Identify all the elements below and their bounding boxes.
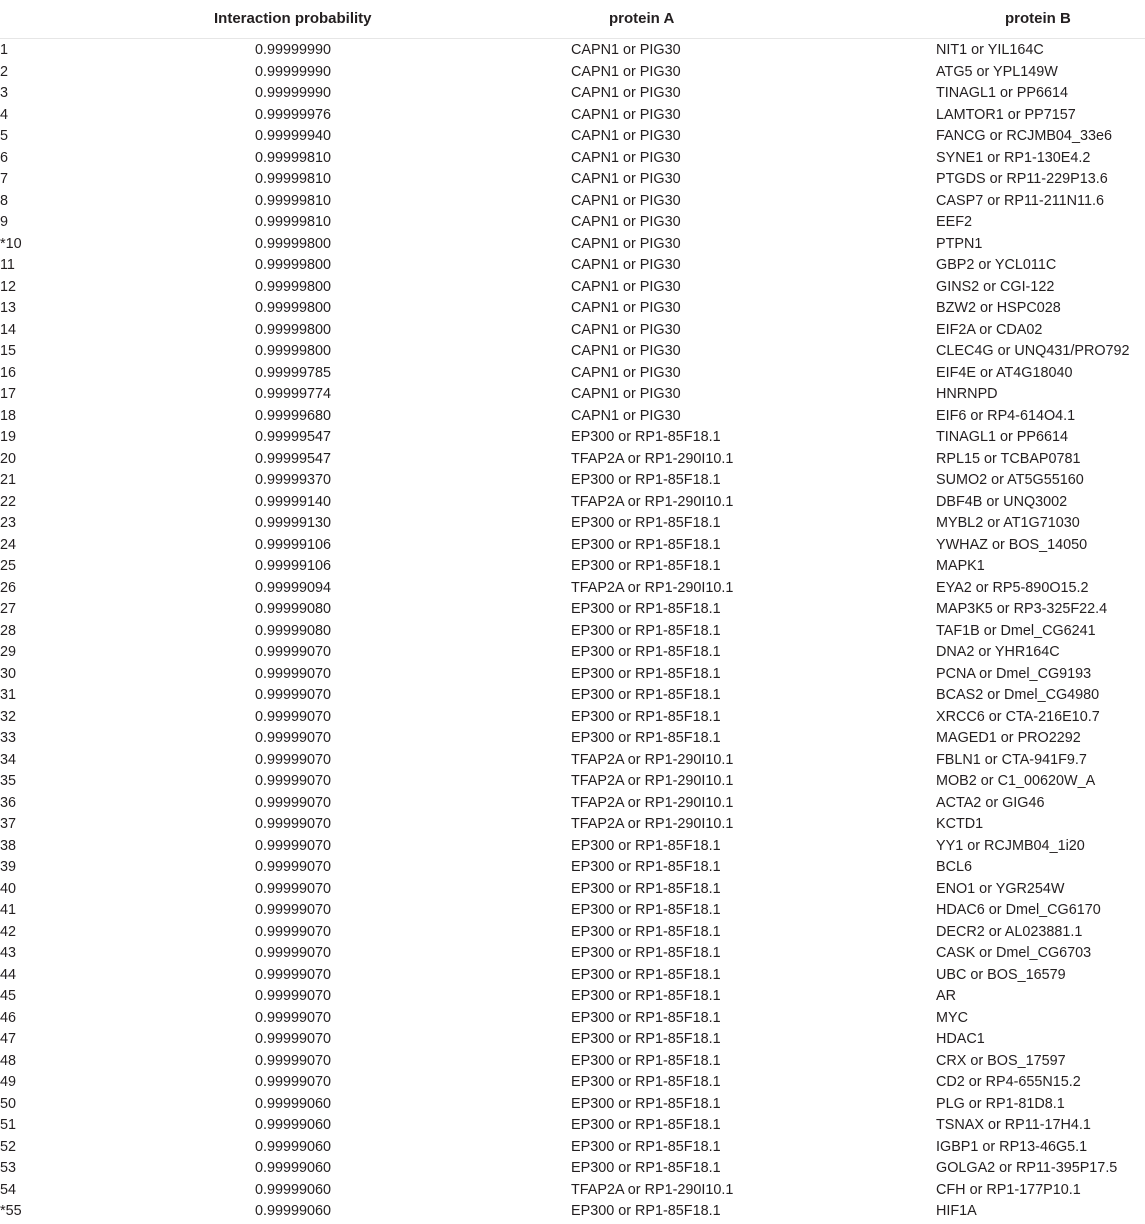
row-index: 53 (0, 1160, 17, 1176)
table-row (0, 341, 1145, 363)
protein-b-cell: UBC or BOS_16579 (936, 966, 1066, 983)
interaction-probability-cell: 0.99999070 (255, 1009, 332, 1026)
protein-b-cell: DECR2 or AL023881.1 (936, 923, 1083, 940)
row-index: 15 (0, 343, 17, 359)
table-row (0, 384, 1145, 406)
protein-b-cell: EYA2 or RP5-890O15.2 (936, 579, 1089, 596)
table-row (0, 922, 1145, 944)
table-row (0, 685, 1145, 707)
protein-b-cell: MYC (936, 1009, 968, 1026)
protein-b-cell: MAGED1 or PRO2292 (936, 730, 1081, 746)
protein-b-cell: AR (936, 988, 956, 1004)
interaction-probability-cell: 0.99999070 (255, 1074, 332, 1090)
row-index: 39 (0, 859, 17, 875)
interaction-probability-cell: 0.99999060 (255, 1117, 332, 1133)
interaction-probability-cell: 0.99999800 (255, 235, 332, 252)
row-index: 49 (0, 1074, 17, 1090)
protein-b-cell: MAPK1 (936, 558, 985, 574)
protein-b-cell: CD2 or RP4-655N15.2 (936, 1074, 1081, 1090)
protein-b-cell: EIF6 or RP4-614O4.1 (936, 407, 1076, 424)
header-protein-b: protein B (1005, 10, 1071, 27)
protein-a-cell: CAPN1 or PIG30 (571, 149, 681, 166)
row-index: 50 (0, 1095, 17, 1112)
protein-b-cell: YWHAZ or BOS_14050 (936, 536, 1088, 553)
interaction-probability-cell: 0.99999106 (255, 558, 332, 574)
interaction-probability-cell: 0.99999940 (255, 128, 332, 144)
interaction-probability-cell: 0.99999140 (255, 493, 332, 510)
protein-b-cell: CASK or Dmel_CG6703 (936, 945, 1092, 961)
protein-b-cell: TINAGL1 or PP6614 (936, 85, 1068, 101)
protein-b-cell: DBF4B or UNQ3002 (936, 493, 1068, 510)
protein-a-cell: EP300 or RP1-85F18.1 (571, 902, 721, 918)
table-row (0, 1008, 1145, 1030)
protein-b-cell: GINS2 or CGI-122 (936, 278, 1055, 295)
row-index: 23 (0, 515, 17, 531)
protein-b-cell: DNA2 or YHR164C (936, 644, 1060, 660)
interaction-probability-cell: 0.99999094 (255, 579, 332, 596)
protein-b-cell: BZW2 or HSPC028 (936, 300, 1061, 316)
protein-a-cell: EP300 or RP1-85F18.1 (571, 1160, 721, 1176)
protein-b-cell: BCAS2 or Dmel_CG4980 (936, 687, 1100, 703)
interaction-probability-cell: 0.99999070 (255, 923, 332, 940)
row-index: 5 (0, 128, 9, 144)
protein-b-cell: FANCG or RCJMB04_33e6 (936, 128, 1112, 144)
protein-a-cell: EP300 or RP1-85F18.1 (571, 945, 721, 961)
protein-b-cell: EEF2 (936, 214, 972, 230)
table-row (0, 965, 1145, 987)
row-index: 46 (0, 1009, 17, 1026)
protein-a-cell: CAPN1 or PIG30 (571, 106, 681, 123)
protein-a-cell: EP300 or RP1-85F18.1 (571, 536, 721, 553)
row-index: 8 (0, 192, 9, 209)
row-index: 40 (0, 880, 17, 897)
table-row (0, 492, 1145, 514)
interaction-probability-cell: 0.99999070 (255, 945, 332, 961)
protein-a-cell: CAPN1 or PIG30 (571, 42, 681, 58)
protein-a-cell: TFAP2A or RP1-290I10.1 (571, 579, 734, 596)
table-row (0, 1072, 1145, 1094)
table-row (0, 83, 1145, 105)
row-index: 3 (0, 85, 9, 101)
protein-b-cell: TSNAX or RP11-17H4.1 (936, 1117, 1091, 1133)
protein-a-cell: CAPN1 or PIG30 (571, 85, 681, 101)
protein-a-cell: EP300 or RP1-85F18.1 (571, 665, 721, 682)
interaction-probability-cell: 0.99999070 (255, 1031, 332, 1047)
row-index: 9 (0, 214, 9, 230)
interaction-probability-cell: 0.99999990 (255, 63, 332, 80)
table-row (0, 556, 1145, 578)
table-row (0, 1201, 1145, 1223)
table-row (0, 943, 1145, 965)
table-row (0, 406, 1145, 428)
interaction-probability-cell: 0.99999070 (255, 1052, 332, 1069)
protein-a-cell: EP300 or RP1-85F18.1 (571, 687, 721, 703)
interaction-probability-cell: 0.99999070 (255, 859, 332, 875)
protein-b-cell: FBLN1 or CTA-941F9.7 (936, 751, 1087, 768)
protein-b-cell: GOLGA2 or RP11-395P17.5 (936, 1160, 1118, 1176)
protein-a-cell: EP300 or RP1-85F18.1 (571, 1031, 721, 1047)
table-row (0, 900, 1145, 922)
interaction-probability-cell: 0.99999547 (255, 450, 332, 467)
row-index: 43 (0, 945, 17, 961)
protein-a-cell: CAPN1 or PIG30 (571, 214, 681, 230)
interaction-probability-cell: 0.99999070 (255, 880, 332, 897)
interaction-probability-cell: 0.99999680 (255, 407, 332, 424)
protein-a-cell: EP300 or RP1-85F18.1 (571, 730, 721, 746)
row-index: 12 (0, 278, 17, 295)
row-index: 16 (0, 364, 17, 381)
table-row (0, 857, 1145, 879)
table-row (0, 1029, 1145, 1051)
row-index: *10 (0, 235, 22, 252)
interaction-probability-cell: 0.99999810 (255, 214, 332, 230)
interaction-probability-cell: 0.99999070 (255, 708, 332, 725)
row-index: 31 (0, 687, 17, 703)
protein-b-cell: MYBL2 or AT1G71030 (936, 515, 1080, 531)
interaction-probability-cell: 0.99999060 (255, 1181, 332, 1198)
protein-a-cell: CAPN1 or PIG30 (571, 192, 681, 209)
protein-a-cell: EP300 or RP1-85F18.1 (571, 708, 721, 725)
protein-b-cell: SYNE1 or RP1-130E4.2 (936, 149, 1091, 166)
protein-b-cell: TINAGL1 or PP6614 (936, 429, 1068, 445)
table-row (0, 449, 1145, 471)
row-index: 48 (0, 1052, 17, 1069)
protein-a-cell: EP300 or RP1-85F18.1 (571, 472, 721, 488)
table-row (0, 427, 1145, 449)
protein-a-cell: EP300 or RP1-85F18.1 (571, 622, 721, 639)
protein-b-cell: HIF1A (936, 1203, 977, 1219)
interaction-probability-cell: 0.99999370 (255, 472, 332, 488)
protein-b-cell: CRX or BOS_17597 (936, 1052, 1066, 1069)
protein-a-cell: CAPN1 or PIG30 (571, 343, 681, 359)
table-row (0, 836, 1145, 858)
interaction-probability-cell: 0.99999070 (255, 687, 332, 703)
interaction-probability-cell: 0.99999070 (255, 644, 332, 660)
protein-a-cell: EP300 or RP1-85F18.1 (571, 558, 721, 574)
protein-b-cell: EIF2A or CDA02 (936, 321, 1043, 338)
table-row (0, 793, 1145, 815)
interaction-probability-cell: 0.99999810 (255, 192, 332, 209)
row-index: 2 (0, 63, 9, 80)
protein-a-cell: EP300 or RP1-85F18.1 (571, 923, 721, 940)
row-index: 47 (0, 1031, 17, 1047)
table-row (0, 234, 1145, 256)
protein-b-cell: IGBP1 or RP13-46G5.1 (936, 1138, 1088, 1155)
table-row (0, 1094, 1145, 1116)
interaction-probability-cell: 0.99999810 (255, 171, 332, 187)
protein-a-cell: EP300 or RP1-85F18.1 (571, 429, 721, 445)
protein-a-cell: EP300 or RP1-85F18.1 (571, 515, 721, 531)
interaction-probability-cell: 0.99999547 (255, 429, 332, 445)
row-index: 52 (0, 1138, 17, 1155)
protein-a-cell: EP300 or RP1-85F18.1 (571, 1074, 721, 1090)
table-row (0, 255, 1145, 277)
row-index: 54 (0, 1181, 17, 1198)
row-index: 22 (0, 493, 17, 510)
row-index: 26 (0, 579, 17, 596)
protein-a-cell: TFAP2A or RP1-290I10.1 (571, 1181, 734, 1198)
interaction-probability-cell: 0.99999130 (255, 515, 332, 531)
table-row (0, 1051, 1145, 1073)
row-index: 27 (0, 601, 17, 617)
protein-a-cell: CAPN1 or PIG30 (571, 235, 681, 252)
row-index: 33 (0, 730, 17, 746)
protein-b-cell: EIF4E or AT4G18040 (936, 364, 1073, 381)
protein-a-cell: EP300 or RP1-85F18.1 (571, 966, 721, 983)
table-row (0, 642, 1145, 664)
protein-a-cell: CAPN1 or PIG30 (571, 63, 681, 80)
header-interaction-probability: Interaction probability (214, 10, 372, 27)
protein-a-cell: TFAP2A or RP1-290I10.1 (571, 493, 734, 510)
table-row (0, 1115, 1145, 1137)
row-index: 41 (0, 902, 17, 918)
row-index: 38 (0, 837, 17, 854)
row-index: 14 (0, 321, 17, 338)
table-row (0, 814, 1145, 836)
table-row (0, 470, 1145, 492)
table-row (0, 599, 1145, 621)
protein-a-cell: EP300 or RP1-85F18.1 (571, 1052, 721, 1069)
protein-b-cell: CASP7 or RP11-211N11.6 (936, 192, 1104, 209)
interaction-probability-cell: 0.99999976 (255, 106, 332, 123)
interaction-probability-cell: 0.99999060 (255, 1138, 332, 1155)
interaction-probability-cell: 0.99999060 (255, 1203, 332, 1219)
interaction-probability-cell: 0.99999070 (255, 837, 332, 854)
table-header (0, 0, 1145, 39)
row-index: 7 (0, 171, 9, 187)
table-row (0, 298, 1145, 320)
table-row (0, 750, 1145, 772)
table-row (0, 148, 1145, 170)
protein-b-cell: HDAC1 (936, 1031, 985, 1047)
protein-a-cell: CAPN1 or PIG30 (571, 171, 681, 187)
protein-a-cell: EP300 or RP1-85F18.1 (571, 644, 721, 660)
interaction-probability-cell: 0.99999800 (255, 300, 332, 316)
protein-b-cell: LAMTOR1 or PP7157 (936, 106, 1076, 123)
protein-a-cell: EP300 or RP1-85F18.1 (571, 988, 721, 1004)
interaction-probability-cell: 0.99999774 (255, 386, 332, 402)
header-protein-a: protein A (609, 10, 675, 27)
protein-a-cell: EP300 or RP1-85F18.1 (571, 880, 721, 897)
table-row (0, 1180, 1145, 1202)
row-index: 34 (0, 751, 17, 768)
table-row (0, 212, 1145, 234)
protein-a-cell: EP300 or RP1-85F18.1 (571, 1095, 721, 1112)
table-row (0, 105, 1145, 127)
interaction-probability-cell: 0.99999990 (255, 42, 332, 58)
row-index: 21 (0, 472, 17, 488)
row-index: 37 (0, 816, 17, 832)
protein-b-cell: RPL15 or TCBAP0781 (936, 450, 1081, 467)
protein-b-cell: TAF1B or Dmel_CG6241 (936, 622, 1096, 639)
row-index: 25 (0, 558, 17, 574)
row-index: 32 (0, 708, 17, 725)
row-index: 19 (0, 429, 17, 445)
protein-a-cell: TFAP2A or RP1-290I10.1 (571, 450, 734, 467)
interaction-probability-cell: 0.99999070 (255, 988, 332, 1004)
row-index: 6 (0, 149, 9, 166)
interaction-probability-cell: 0.99999070 (255, 966, 332, 983)
protein-b-cell: MOB2 or C1_00620W_A (936, 773, 1096, 789)
table-row (0, 126, 1145, 148)
protein-b-cell: CLEC4G or UNQ431/PRO792 (936, 343, 1130, 359)
table-row (0, 1158, 1145, 1180)
protein-a-cell: CAPN1 or PIG30 (571, 278, 681, 295)
table-row (0, 169, 1145, 191)
table-row (0, 1137, 1145, 1159)
interaction-probability-cell: 0.99999070 (255, 665, 332, 682)
interaction-probability-cell: 0.99999070 (255, 902, 332, 918)
table-row (0, 771, 1145, 793)
row-index: 30 (0, 665, 17, 682)
protein-a-cell: EP300 or RP1-85F18.1 (571, 1138, 721, 1155)
table-row (0, 320, 1145, 342)
table-row (0, 707, 1145, 729)
interaction-probability-cell: 0.99999070 (255, 773, 332, 789)
protein-a-cell: CAPN1 or PIG30 (571, 407, 681, 424)
protein-a-cell: TFAP2A or RP1-290I10.1 (571, 816, 734, 832)
protein-b-cell: XRCC6 or CTA-216E10.7 (936, 708, 1100, 725)
row-index: 20 (0, 450, 17, 467)
protein-b-cell: BCL6 (936, 859, 972, 875)
row-index: 42 (0, 923, 17, 940)
protein-a-cell: TFAP2A or RP1-290I10.1 (571, 794, 734, 811)
protein-a-cell: EP300 or RP1-85F18.1 (571, 601, 721, 617)
table-row (0, 363, 1145, 385)
protein-a-cell: CAPN1 or PIG30 (571, 128, 681, 144)
row-index: 18 (0, 407, 17, 424)
row-index: *55 (0, 1203, 22, 1219)
row-index: 4 (0, 106, 9, 123)
protein-b-cell: PTPN1 (936, 235, 983, 252)
protein-b-cell: SUMO2 or AT5G55160 (936, 472, 1084, 488)
protein-b-cell: ATG5 or YPL149W (936, 63, 1058, 80)
protein-a-cell: CAPN1 or PIG30 (571, 364, 681, 381)
table-row (0, 191, 1145, 213)
protein-b-cell: ACTA2 or GIG46 (936, 794, 1045, 811)
interaction-probability-cell: 0.99999800 (255, 278, 332, 295)
table-row (0, 986, 1145, 1008)
protein-a-cell: CAPN1 or PIG30 (571, 300, 681, 316)
protein-a-cell: EP300 or RP1-85F18.1 (571, 837, 721, 854)
table-row (0, 62, 1145, 84)
interaction-probability-cell: 0.99999106 (255, 536, 332, 553)
table-row (0, 728, 1145, 750)
table-row (0, 664, 1145, 686)
interaction-probability-cell: 0.99999060 (255, 1160, 332, 1176)
table-row (0, 535, 1145, 557)
interaction-probability-cell: 0.99999070 (255, 816, 332, 832)
protein-b-cell: PCNA or Dmel_CG9193 (936, 665, 1092, 682)
row-index: 35 (0, 773, 17, 789)
protein-a-cell: EP300 or RP1-85F18.1 (571, 1203, 721, 1219)
interaction-probability-cell: 0.99999800 (255, 257, 332, 273)
table-row (0, 513, 1145, 535)
protein-b-cell: GBP2 or YCL011C (936, 257, 1057, 273)
protein-b-cell: MAP3K5 or RP3-325F22.4 (936, 601, 1108, 617)
protein-b-cell: ENO1 or YGR254W (936, 880, 1065, 897)
table-row (0, 578, 1145, 600)
interaction-probability-cell: 0.99999810 (255, 149, 332, 166)
protein-b-cell: CFH or RP1-177P10.1 (936, 1181, 1081, 1198)
row-index: 13 (0, 300, 17, 316)
protein-b-cell: PLG or RP1-81D8.1 (936, 1095, 1065, 1112)
table-row (0, 621, 1145, 643)
interaction-probability-cell: 0.99999070 (255, 730, 332, 746)
row-index: 24 (0, 536, 17, 553)
interaction-probability-cell: 0.99999800 (255, 321, 332, 338)
row-index: 36 (0, 794, 17, 811)
row-index: 51 (0, 1117, 17, 1133)
interaction-probability-cell: 0.99999800 (255, 343, 332, 359)
protein-b-cell: HDAC6 or Dmel_CG6170 (936, 902, 1101, 918)
row-index: 29 (0, 644, 17, 660)
row-index: 28 (0, 622, 17, 639)
interaction-probability-cell: 0.99999080 (255, 601, 332, 617)
protein-a-cell: EP300 or RP1-85F18.1 (571, 1009, 721, 1026)
table-body (0, 39, 1145, 1223)
protein-a-cell: CAPN1 or PIG30 (571, 257, 681, 273)
protein-b-cell: PTGDS or RP11-229P13.6 (936, 171, 1108, 187)
row-index: 1 (0, 42, 9, 58)
interaction-probability-cell: 0.99999990 (255, 85, 332, 101)
interaction-probability-cell: 0.99999060 (255, 1095, 332, 1112)
interaction-probability-cell: 0.99999785 (255, 364, 332, 381)
protein-a-cell: CAPN1 or PIG30 (571, 386, 681, 402)
protein-a-cell: TFAP2A or RP1-290I10.1 (571, 773, 734, 789)
protein-a-cell: EP300 or RP1-85F18.1 (571, 1117, 721, 1133)
protein-b-cell: YY1 or RCJMB04_1i20 (936, 837, 1085, 854)
table-row (0, 277, 1145, 299)
interaction-probability-cell: 0.99999070 (255, 794, 332, 811)
interaction-probability-cell: 0.99999070 (255, 751, 332, 768)
row-index: 45 (0, 988, 17, 1004)
interaction-probability-cell: 0.99999080 (255, 622, 332, 639)
protein-a-cell: CAPN1 or PIG30 (571, 321, 681, 338)
protein-a-cell: EP300 or RP1-85F18.1 (571, 859, 721, 875)
row-index: 17 (0, 386, 17, 402)
protein-b-cell: HNRNPD (936, 386, 998, 402)
row-index: 11 (0, 257, 15, 273)
table-row (0, 879, 1145, 901)
table-row (0, 40, 1145, 62)
row-index: 44 (0, 966, 17, 983)
protein-a-cell: TFAP2A or RP1-290I10.1 (571, 751, 734, 768)
protein-b-cell: NIT1 or YIL164C (936, 42, 1044, 58)
protein-b-cell: KCTD1 (936, 816, 984, 832)
